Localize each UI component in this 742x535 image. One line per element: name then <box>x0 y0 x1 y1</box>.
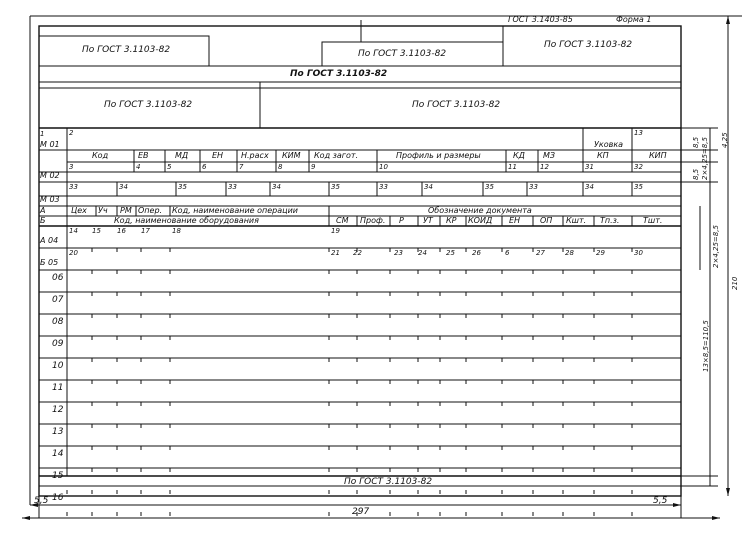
b05-number-11: 30 <box>634 249 643 257</box>
row-number-14: 14 <box>52 449 64 459</box>
row-number-09: 09 <box>52 339 64 349</box>
m01-ukovka: Уковка <box>594 140 624 149</box>
a04-number-1: 14 <box>69 227 78 235</box>
m02-number-3: 6 <box>202 163 207 171</box>
b-label-2: Проф. <box>360 216 386 225</box>
m01-code: М 01 <box>40 140 60 149</box>
dim-right-margin: 5,5 <box>653 496 668 506</box>
b-label-11: Тшт. <box>643 216 663 225</box>
b-code: Б <box>40 216 46 225</box>
m02-header-1: ЕВ <box>138 151 149 160</box>
b-label-1: СМ <box>336 216 349 225</box>
a04-number-5: 18 <box>172 227 181 235</box>
b05-number-6: 26 <box>472 249 481 257</box>
m03-number-1: 34 <box>119 183 128 191</box>
row-number-07: 07 <box>52 295 64 305</box>
ref-row: По ГОСТ 3.1103-82 <box>290 69 388 79</box>
dim-width: 297 <box>352 507 370 517</box>
form-number: Форма 1 <box>616 15 652 24</box>
dim-header-spec: 2×4,25=8,5 <box>712 225 720 268</box>
gost-stamp: ГОСТ 3.1403-85 <box>508 15 573 24</box>
m01-digit: 1 <box>40 130 45 138</box>
row-number-10: 10 <box>52 361 64 371</box>
m02-number-4: 7 <box>239 163 244 171</box>
b-label-8: ОП <box>540 216 553 225</box>
row-number-06: 06 <box>52 273 64 283</box>
m02-header-8: КД <box>513 151 525 160</box>
b-label-0: Код, наименование оборудования <box>114 216 259 225</box>
m03-number-2: 35 <box>178 183 187 191</box>
m02-header-11: КИП <box>649 151 667 160</box>
m02-number-1: 4 <box>136 163 141 171</box>
b05-number-4: 24 <box>418 249 427 257</box>
m02-header-7: Профиль и размеры <box>396 151 481 160</box>
b-label-7: ЕН <box>509 216 521 225</box>
m02-number-0: 3 <box>69 163 74 171</box>
ref-block-right: По ГОСТ 3.1103-82 <box>412 100 501 110</box>
m02-header-10: КП <box>597 151 609 160</box>
m03-number-5: 35 <box>331 183 340 191</box>
m02-number-6: 9 <box>311 163 316 171</box>
m02-header-0: Код <box>92 151 109 160</box>
b05-number-10: 29 <box>596 249 605 257</box>
m03-number-4: 34 <box>272 183 281 191</box>
m01-field-no: 2 <box>69 129 74 137</box>
m02-header-2: МД <box>175 151 189 160</box>
m01-field13: 13 <box>634 129 643 137</box>
m03-number-7: 34 <box>424 183 433 191</box>
a04-number-2: 15 <box>92 227 101 235</box>
a-label-2: РМ <box>120 206 132 215</box>
dim-row-spec: 13×8,5=110,5 <box>702 320 710 372</box>
m02-number-5: 8 <box>278 163 283 171</box>
m02-number-10: 31 <box>585 163 594 171</box>
row-number-08: 08 <box>52 317 64 327</box>
m03-number-9: 33 <box>529 183 538 191</box>
m03-number-11: 35 <box>634 183 643 191</box>
b05-number-1: 21 <box>331 249 340 257</box>
b-label-9: Кшт. <box>566 216 587 225</box>
a-label-1: Уч <box>98 206 108 215</box>
row-number-15: 15 <box>52 471 64 481</box>
row-number-11: 11 <box>52 383 64 393</box>
m02-number-11: 32 <box>634 163 643 171</box>
a-label-4: Код, наименование операции <box>172 206 298 215</box>
b-label-4: УТ <box>423 216 433 225</box>
a04-code: А 04 <box>40 236 59 245</box>
a-label-0: Цех <box>71 206 87 215</box>
ref-top-center: По ГОСТ 3.1103-82 <box>358 49 447 59</box>
m02-number-7: 10 <box>379 163 388 171</box>
row-number-12: 12 <box>52 405 64 415</box>
b05-number-5: 25 <box>446 249 455 257</box>
b-label-5: КР <box>446 216 457 225</box>
dim-left-margin: 5,5 <box>34 496 49 506</box>
m02-header-3: ЕН <box>212 151 224 160</box>
m03-code: М 03 <box>40 195 60 204</box>
b05-number-7: 6 <box>505 249 510 257</box>
footer-ref: По ГОСТ 3.1103-82 <box>344 477 433 487</box>
dim-2x425: 2×4,25=8,5 <box>701 137 709 180</box>
a-label-3: Опер. <box>138 206 163 215</box>
m03-number-3: 33 <box>228 183 237 191</box>
ref-block-left: По ГОСТ 3.1103-82 <box>104 100 193 110</box>
m02-header-9: МЗ <box>543 151 556 160</box>
b05-code: Б 05 <box>40 258 59 267</box>
dim-425: 4,25 <box>721 132 729 148</box>
m03-number-0: 33 <box>69 183 78 191</box>
row-number-16: 16 <box>52 493 64 503</box>
a04-number-3: 16 <box>117 227 126 235</box>
b-label-6: КОИД <box>468 216 493 225</box>
m03-number-6: 33 <box>379 183 388 191</box>
b05-number-8: 27 <box>536 249 545 257</box>
b05-number-0: 20 <box>69 249 78 257</box>
m03-number-10: 34 <box>585 183 594 191</box>
row-number-13: 13 <box>52 427 64 437</box>
m02-number-8: 11 <box>508 163 517 171</box>
b-label-3: Р <box>399 216 404 225</box>
m02-number-9: 12 <box>540 163 549 171</box>
dim-85-b: 8,5 <box>692 168 700 180</box>
m02-number-2: 5 <box>167 163 172 171</box>
a04-number-6: 19 <box>331 227 340 235</box>
a04-number-4: 17 <box>141 227 150 235</box>
b-label-10: Тп.з. <box>600 216 620 225</box>
m02-header-6: Код загот. <box>314 151 359 160</box>
m03-number-8: 35 <box>485 183 494 191</box>
m02-header-5: КИМ <box>282 151 301 160</box>
a-label-5: Обозначение документа <box>428 206 532 215</box>
a-code: А <box>40 206 46 215</box>
dim-85: 8,5 <box>692 136 700 148</box>
b05-number-9: 28 <box>565 249 574 257</box>
m02-code: М 02 <box>40 171 60 180</box>
b05-number-2: 22 <box>353 249 362 257</box>
b05-number-3: 23 <box>394 249 403 257</box>
ref-top-right: По ГОСТ 3.1103-82 <box>544 40 633 50</box>
dim-height: 210 <box>731 276 739 290</box>
m02-header-4: Н.расх <box>241 151 269 160</box>
ref-top-left: По ГОСТ 3.1103-82 <box>82 45 171 55</box>
